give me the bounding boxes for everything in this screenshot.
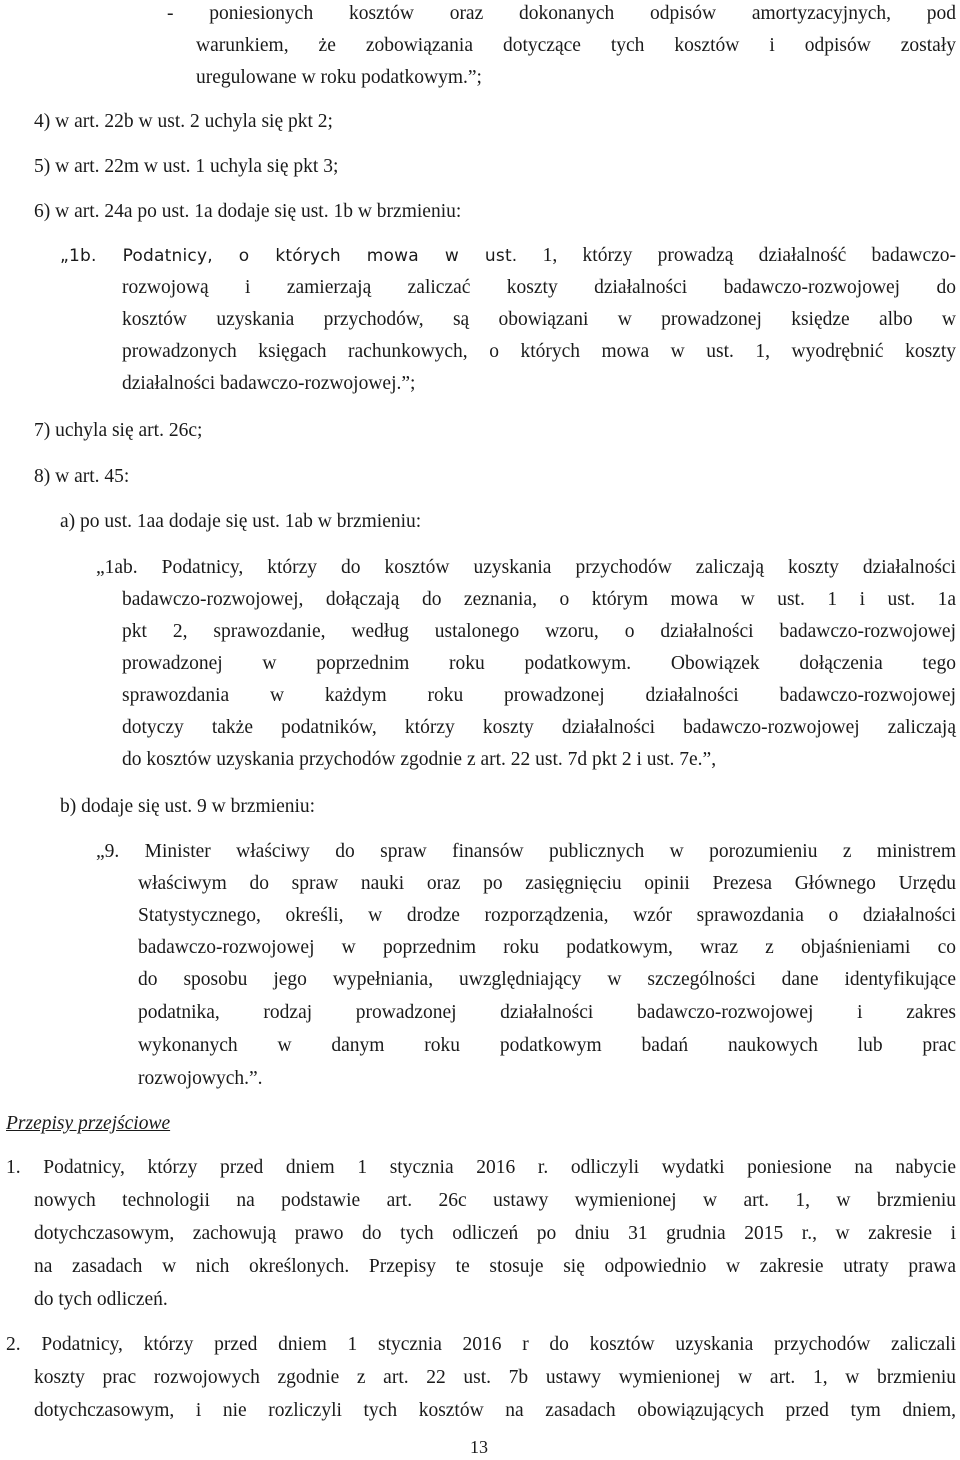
- text-line: koszty prac rozwojowych zgodnie z art. 22 ust. 7b ustawy wymienionej w art. 1, w brzmieniu: [34, 1367, 956, 1388]
- text-line: badawczo-rozwojowej w poprzednim roku podatkowym, wraz z objaśnieniami co: [138, 937, 956, 958]
- text-line: dotychczasowym, zachowują prawo do tych odliczeń po dniu 31 grudnia 2015 r., w zakresie i: [34, 1223, 956, 1244]
- text-line: dotyczy także podatników, którzy koszty działalności badawczo-rozwojowej zaliczają: [122, 717, 956, 738]
- text-line: do sposobu jego wypełniania, uwzględniający w szczególności dane identyfikujące: [138, 969, 956, 990]
- text-line: „1ab. Podatnicy, którzy do kosztów uzyskania przychodów zaliczają koszty działalności: [96, 557, 956, 578]
- text-line: działalności badawczo-rozwojowej.”;: [122, 373, 416, 394]
- text-line: warunkiem, że zobowiązania dotyczące tych kosztów i odpisów zostały: [196, 35, 956, 56]
- list-item: 7) uchyla się art. 26c;: [34, 420, 203, 441]
- text-line: - poniesionych kosztów oraz dokonanych odpisów amortyzacyjnych, pod: [167, 3, 956, 24]
- section-heading: Przepisy przejściowe: [6, 1113, 171, 1134]
- text-line: właściwym do spraw nauki oraz po zasięgnięciu opinii Prezesa Głównego Urzędu: [138, 873, 956, 894]
- text-line: „9. Minister właściwy do spraw finansów publicznych w porozumieniu z ministrem: [96, 841, 956, 862]
- text-line: uregulowane w roku podatkowym.”;: [196, 67, 482, 88]
- text-line: podatnika, rodzaj prowadzonej działalności badawczo-rozwojowej i zakres: [138, 1002, 956, 1023]
- text-line: pkt 2, sprawozdanie, według ustalonego wzoru, o działalności badawczo-rozwojowej: [122, 621, 956, 642]
- text-line: badawczo-rozwojowej, dołączają do zeznania, o którym mowa w ust. 1 i ust. 1a: [122, 589, 956, 610]
- text-span: 1, którzy prowadzą działalność badawczo-: [517, 245, 956, 266]
- list-item: 5) w art. 22m w ust. 1 uchyla się pkt 3;: [34, 156, 339, 177]
- text-line: do tych odliczeń.: [34, 1289, 168, 1310]
- text-line: wykonanych w danym roku podatkowym badań naukowych lub prac: [138, 1035, 956, 1056]
- list-item: a) po ust. 1aa dodaje się ust. 1ab w brzmieniu:: [60, 511, 422, 532]
- list-item: 6) w art. 24a po ust. 1a dodaje się ust. 1b w brzmieniu:: [34, 201, 462, 222]
- text-line: prowadzonych księgach rachunkowych, o których mowa w ust. 1, wyodrębnić koszty: [122, 341, 956, 362]
- text-line: sprawozdania w każdym roku prowadzonej działalności badawczo-rozwojowej: [122, 685, 956, 706]
- text-line: prowadzonej w poprzednim roku podatkowym. Obowiązek dołączenia tego: [122, 653, 956, 674]
- text-line: na zasadach w nich określonych. Przepisy te stosuje się odpowiednio w zakresie utraty prawa: [34, 1256, 956, 1277]
- text-line: rozwojowych.”.: [138, 1068, 263, 1089]
- text-line: nowych technologii na podstawie art. 26c ustawy wymienionej w art. 1, w brzmieniu: [34, 1190, 956, 1211]
- quoted-heading: „1b. Podatnicy, o których mowa w ust.: [60, 246, 518, 266]
- text-line: dotychczasowym, i nie rozliczyli tych kosztów na zasadach obowiązujących przed tym dniem,: [34, 1400, 956, 1421]
- list-item: 4) w art. 22b w ust. 2 uchyla się pkt 2;: [34, 111, 333, 132]
- text-line: [60, 246, 956, 266]
- text-line: 1. Podatnicy, którzy przed dniem 1 stycznia 2016 r. odliczyli wydatki poniesione na nabycie: [6, 1157, 956, 1178]
- list-item: b) dodaje się ust. 9 w brzmieniu:: [60, 796, 316, 817]
- list-item: 8) w art. 45:: [34, 466, 130, 487]
- text-line: 2. Podatnicy, którzy przed dniem 1 stycznia 2016 r do kosztów uzyskania przychodów zaliczali: [6, 1334, 956, 1355]
- page-number: 13: [470, 1437, 488, 1457]
- text-line: Statystycznego, określi, w drodze rozporządzenia, wzór sprawozdania o działalności: [138, 905, 956, 926]
- text-line: kosztów uzyskania przychodów, są obowiązani w prowadzonej księdze albo w: [122, 309, 956, 330]
- text-line: do kosztów uzyskania przychodów zgodnie z art. 22 ust. 7d pkt 2 i ust. 7e.”,: [122, 749, 717, 770]
- text-line: rozwojową i zamierzają zaliczać koszty działalności badawczo-rozwojowej do: [122, 277, 956, 298]
